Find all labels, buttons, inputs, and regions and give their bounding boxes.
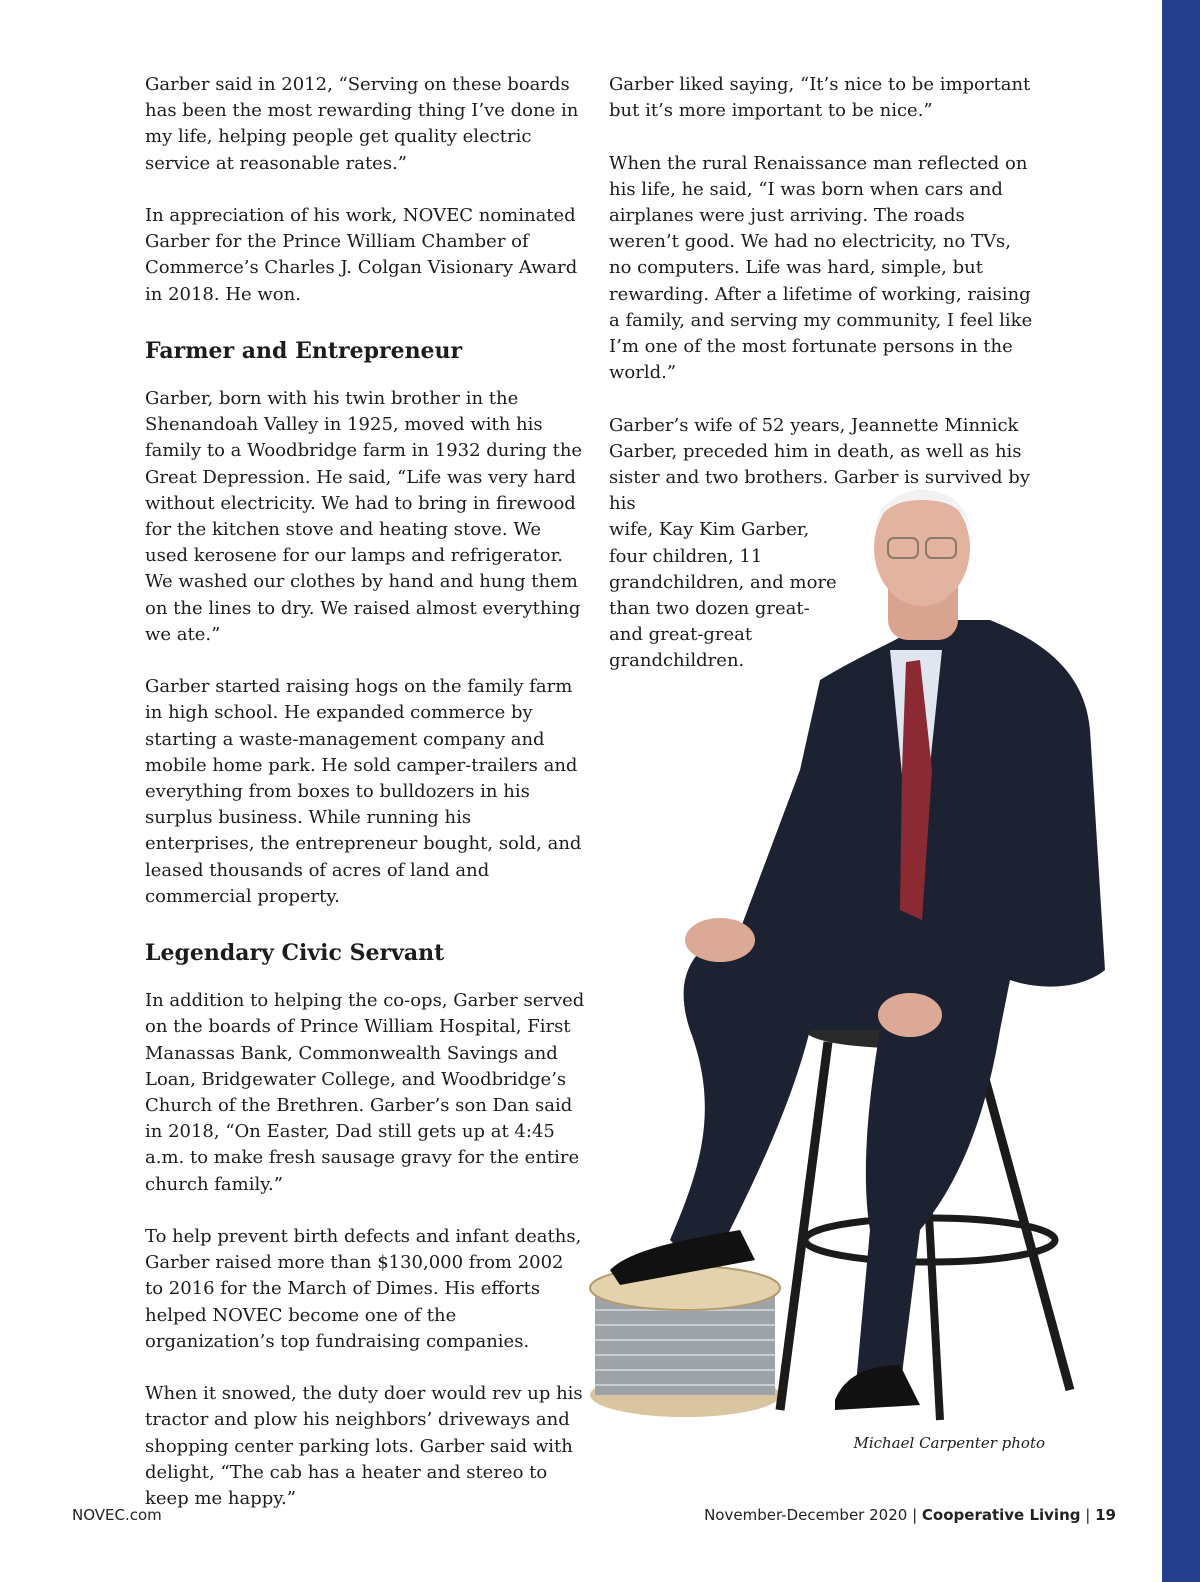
paragraph: To help prevent birth defects and infant deaths, Garber raised more than $130,000 from 2002 to 2016 for the March of Dimes. His efforts helped NOVEC become one of the organization’s top fundraising companies. [145, 1226, 582, 1352]
paragraph: Garber, born with his twin brother in the Shenandoah Valley in 1925, moved with his family to a Woodbridge farm in 1932 during the Great Depression. He said, “Life was very hard without electricity. We had to bring in firewood for the kitchen stove and heating stove. We used kerosene for our lamps and refrigerator. We washed our clothes by hand and hung them on the lines to dry. We raised almost everything we ate.” [145, 388, 583, 645]
publication-name: Cooperative Living [921, 1506, 1081, 1524]
paragraph: In appreciation of his work, NOVEC nominated Garber for the Prince William Chamber of Commerce’s Charles J. Colgan Visionary Award in 2018. He won. [145, 205, 578, 305]
page-number: 19 [1095, 1506, 1116, 1524]
paragraph: Garber said in 2012, “Serving on these boards has been the most rewarding thing I’ve done in my life, helping people get quality electric service at reasonable rates.” [145, 74, 579, 174]
footer-issue [704, 1506, 1116, 1524]
issue-date: November-December 2020 [704, 1506, 908, 1524]
paragraph: When the rural Renaissance man reflected on his life, he said, “I was born when cars and airplanes were just arriving. The roads weren’t good. We had no electricity, no TVs, no computers. Life was hard, simple, but rewarding. After a lifetime of working, raising a family, and serving my community, I feel like I’m one of the most fortunate persons in the world.” [609, 152, 1033, 384]
paragraph: Garber’s wife of 52 years, Jeannette Minnick Garber, preceded him in death, as well as his sister and two brothers. Garber is survived by his [609, 414, 1030, 515]
paragraph: Garber started raising hogs on the family farm in high school. He expanded commerce by starting a waste-management company and mobile home park. He sold camper-trailers and everything from boxes to bulldozers in his surplus business. While running his enterprises, the entrepreneur bought, sold, and leased thousands of acres of land and commercial property. [145, 676, 582, 907]
side-color-bar [1162, 0, 1200, 1582]
separator: | [1085, 1506, 1091, 1524]
portrait-photo [570, 470, 1130, 1430]
paragraph: When it snowed, the duty doer would rev up his tractor and plow his neighbors’ driveways and shopping center parking lots. Garber said with delight, “The cab has a heater and stereo to keep me happy.” [145, 1383, 583, 1510]
separator: | [912, 1506, 918, 1524]
wire-spool [590, 1266, 780, 1417]
seated-man [610, 490, 1105, 1410]
footer-site: NOVEC.com [72, 1506, 162, 1524]
section-heading-farmer: Farmer and Entrepreneur [145, 338, 463, 364]
section-heading-civic: Legendary Civic Servant [145, 940, 445, 967]
paragraph: Garber liked saying, “It’s nice to be important but it’s more important to be nice.” [609, 74, 1031, 122]
left-column [145, 72, 585, 1538]
photo-caption: Michael Carpenter photo [853, 1434, 1045, 1452]
paragraph: In addition to helping the co-ops, Garber served on the boards of Prince William Hospital, First Manassas Bank, Commonwealth Savings and Loan, Bridgewater College, and Woodbridge’s Church of the Brethren. Garber’s son Dan said in 2018, “On Easter, Dad still gets up at 4:45 a.m. to make fresh sausage gravy for the entire church family.” [145, 990, 585, 1195]
paragraph: wife, Kay Kim Garber, four children, 11 grandchildren, and more than two dozen great- and great-great grandchildren. [609, 519, 837, 672]
